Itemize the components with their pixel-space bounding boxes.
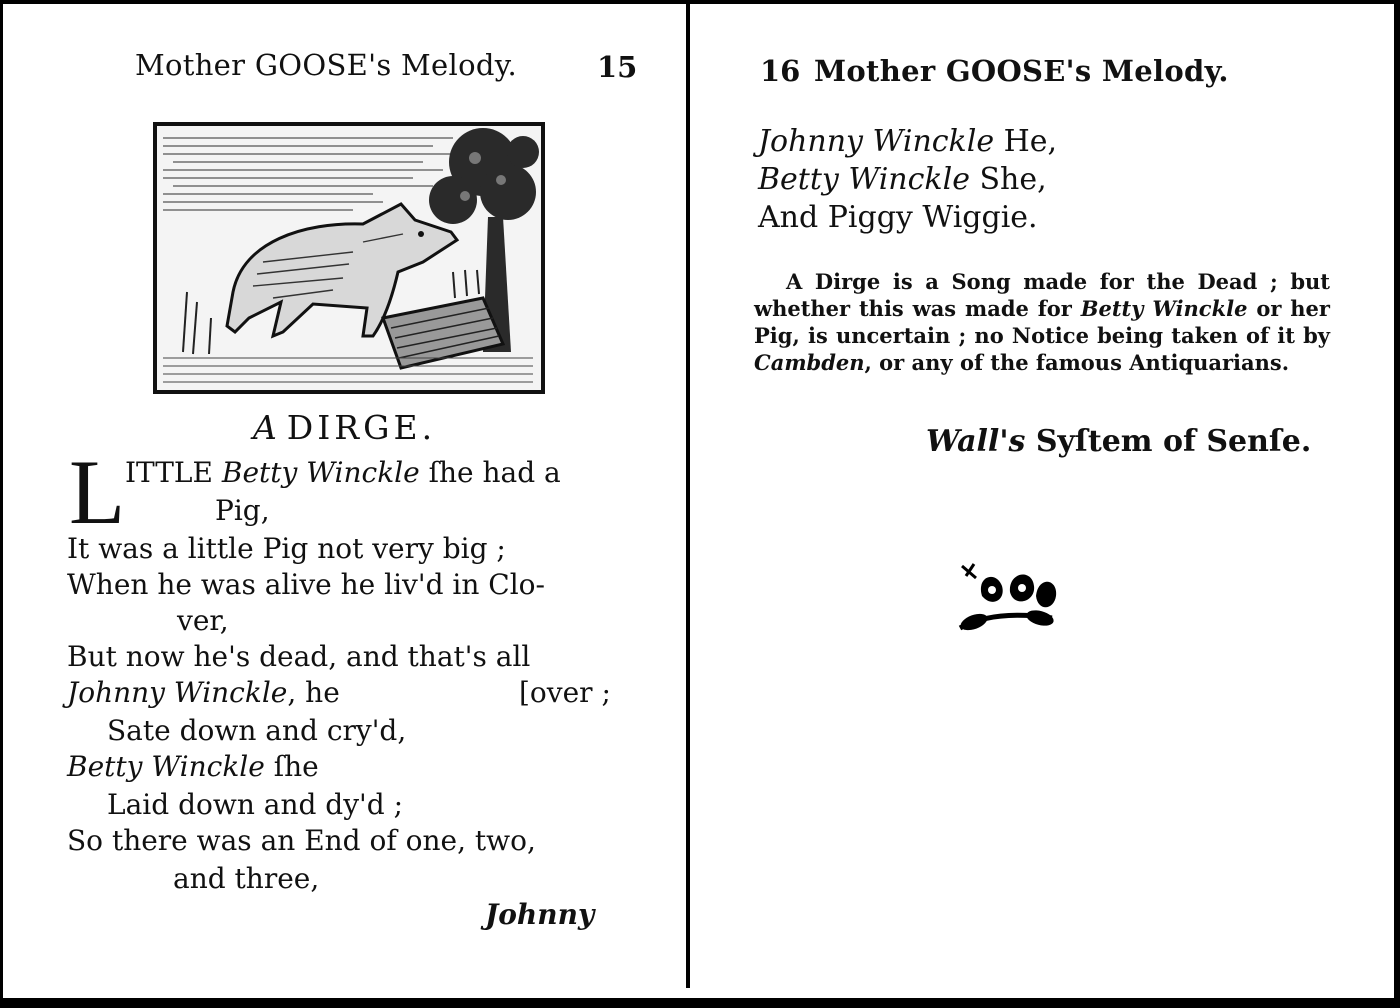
page-number: 15 <box>597 50 638 84</box>
verse-line-12: and three, <box>173 862 320 895</box>
page-border-right <box>1394 0 1400 1008</box>
page-number: 16 <box>760 54 801 88</box>
verse-line-2: Pig, <box>215 494 270 527</box>
right-page <box>690 0 1394 990</box>
dirge-footnote: A Dirge is a Song made for the Dead ; but whether this was made for Betty Winckle or her Pig, is uncertain ; no Notice being taken of it by Cambden, or any of the famous Antiquarians. <box>754 269 1330 375</box>
catchword: Johnny <box>485 898 595 931</box>
verse-line-7: Johnny Winckle, he <box>67 676 340 709</box>
verse-line-6: But now he's dead, and that's all <box>67 640 531 673</box>
verse-line-8: Sate down and cry'd, <box>107 714 407 747</box>
verse-line-1: Johnny Winckle He, <box>758 124 1058 159</box>
verse-line-3: And Piggy Wiggie. <box>758 200 1038 235</box>
verse-line-11: So there was an End of one, two, <box>67 824 536 857</box>
verse-line-4: When he was alive he liv'd in Clo- <box>67 568 545 601</box>
attribution: Wall's Syſtem of Senſe. <box>926 424 1312 459</box>
verse-line-1: ITTLE Betty Winckle ſhe had a <box>125 456 561 489</box>
pig-woodcut-illustration <box>153 122 545 394</box>
floral-ornament-icon <box>952 556 1064 638</box>
page-border-bottom <box>0 998 1400 1008</box>
running-head: Mother GOOSE's Melody. <box>135 48 518 82</box>
verse-line-turnover: [over ; <box>519 676 611 709</box>
verse-line-10: Laid down and dy'd ; <box>107 788 403 821</box>
left-page <box>3 0 686 990</box>
verse-line-3: It was a little Pig not very big ; <box>67 532 506 565</box>
drop-cap: L <box>69 441 126 543</box>
verse-line-5: ver, <box>177 604 229 637</box>
verse-line-9: Betty Winckle ſhe <box>67 750 319 783</box>
verse-line-2: Betty Winckle She, <box>758 162 1047 197</box>
running-head: Mother GOOSE's Melody. <box>814 54 1229 88</box>
poem-title-word: DIRGE. <box>286 408 437 447</box>
poem-title-article: A <box>252 408 277 447</box>
